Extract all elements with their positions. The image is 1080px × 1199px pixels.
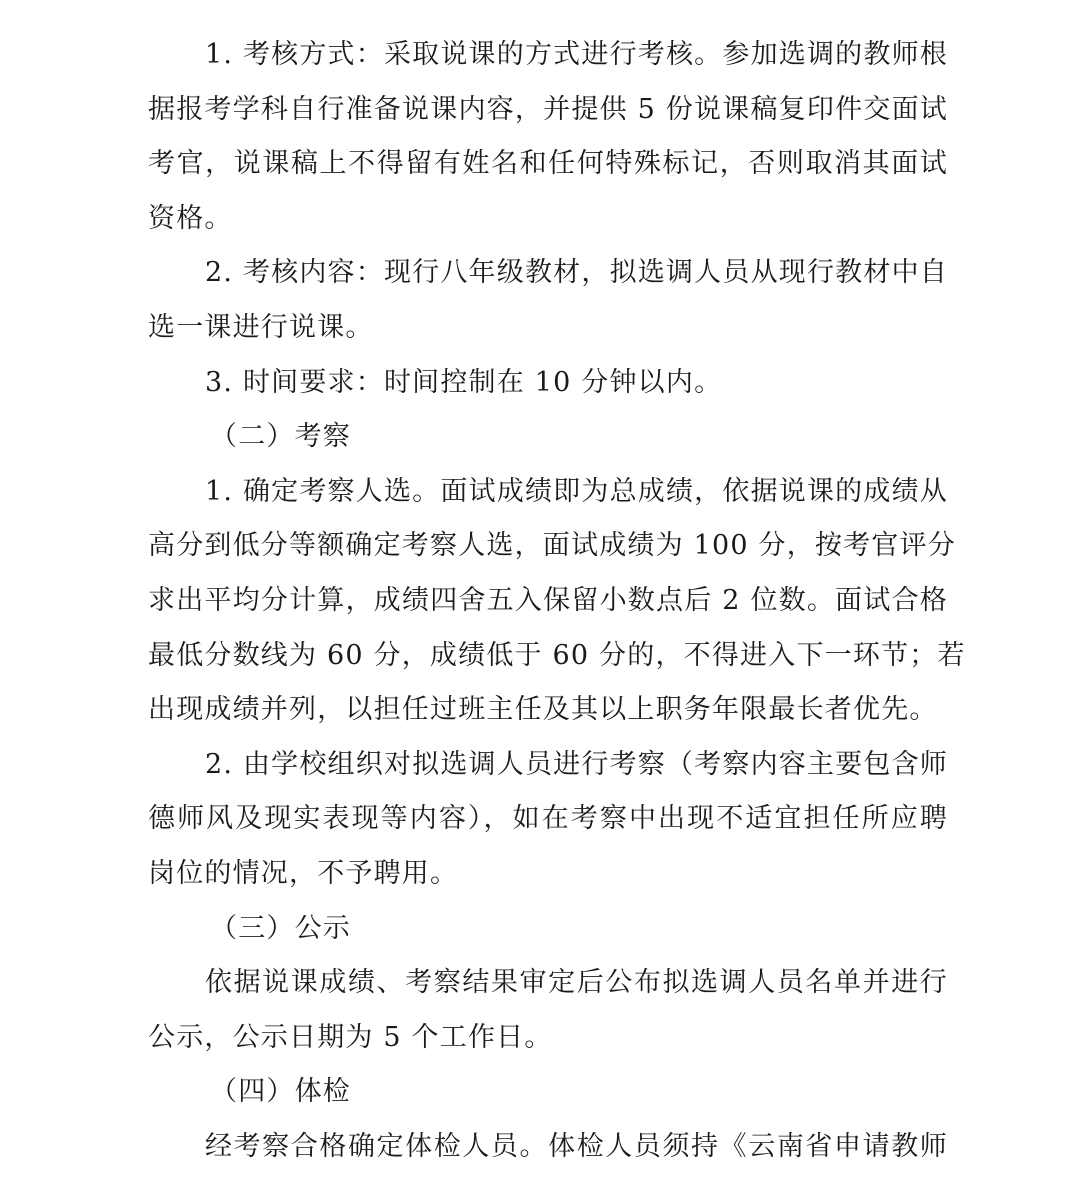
- text-line: （二）考察: [210, 421, 351, 453]
- text-line: 德师风及现实表现等内容），如在考察中出现不适宜担任所应聘: [148, 803, 948, 835]
- text-line: （四）体检: [210, 1076, 351, 1108]
- text-line: 2. 由学校组织对拟选调人员进行考察（考察内容主要包含师: [205, 748, 948, 780]
- paragraph: [148, 738, 948, 902]
- paragraph: [148, 1120, 948, 1175]
- text-line: 据报考学科自行准备说课内容，并提供 5 份说课稿复印件交面试: [148, 93, 948, 125]
- paragraph: [148, 356, 948, 411]
- text-line: 资格。: [148, 202, 233, 234]
- text-line: 经考察合格确定体检人员。体检人员须持《云南省申请教师: [205, 1130, 948, 1162]
- document-page: [148, 28, 966, 1174]
- text-line: 公示，公示日期为 5 个工作日。: [148, 1021, 553, 1053]
- text-line: 最低分数线为 60 分，成绩低于 60 分的，不得进入下一环节；若: [148, 639, 966, 671]
- text-line: 1. 考核方式：采取说课的方式进行考核。参加选调的教师根: [205, 39, 948, 70]
- text-line: 依据说课成绩、考察结果审定后公布拟选调人员名单并进行: [205, 967, 948, 999]
- text-line: 出现成绩并列，以担任过班主任及其以上职务年限最长者优先。: [148, 694, 938, 726]
- paragraph: [148, 246, 948, 355]
- paragraph: [148, 465, 966, 738]
- text-line: （三）公示: [210, 912, 351, 944]
- paragraph: [148, 28, 948, 246]
- text-line: 岗位的情况，不予聘用。: [148, 857, 459, 889]
- paragraph: [148, 956, 948, 1065]
- text-line: 选一课进行说课。: [148, 311, 374, 343]
- section-heading: [148, 902, 948, 957]
- text-line: 求出平均分计算，成绩四舍五入保留小数点后 2 位数。面试合格: [148, 584, 948, 616]
- section-heading: [148, 1065, 948, 1120]
- text-line: 1. 确定考察人选。面试成绩即为总成绩，依据说课的成绩从: [205, 475, 948, 507]
- section-heading: [148, 410, 948, 465]
- text-line: 高分到低分等额确定考察人选，面试成绩为 100 分，按考官评分: [148, 530, 956, 562]
- text-line: 3. 时间要求：时间控制在 10 分钟以内。: [205, 366, 723, 398]
- text-line: 2. 考核内容：现行八年级教材，拟选调人员从现行教材中自: [205, 257, 948, 289]
- text-line: 考官，说课稿上不得留有姓名和任何特殊标记，否则取消其面试: [148, 148, 948, 180]
